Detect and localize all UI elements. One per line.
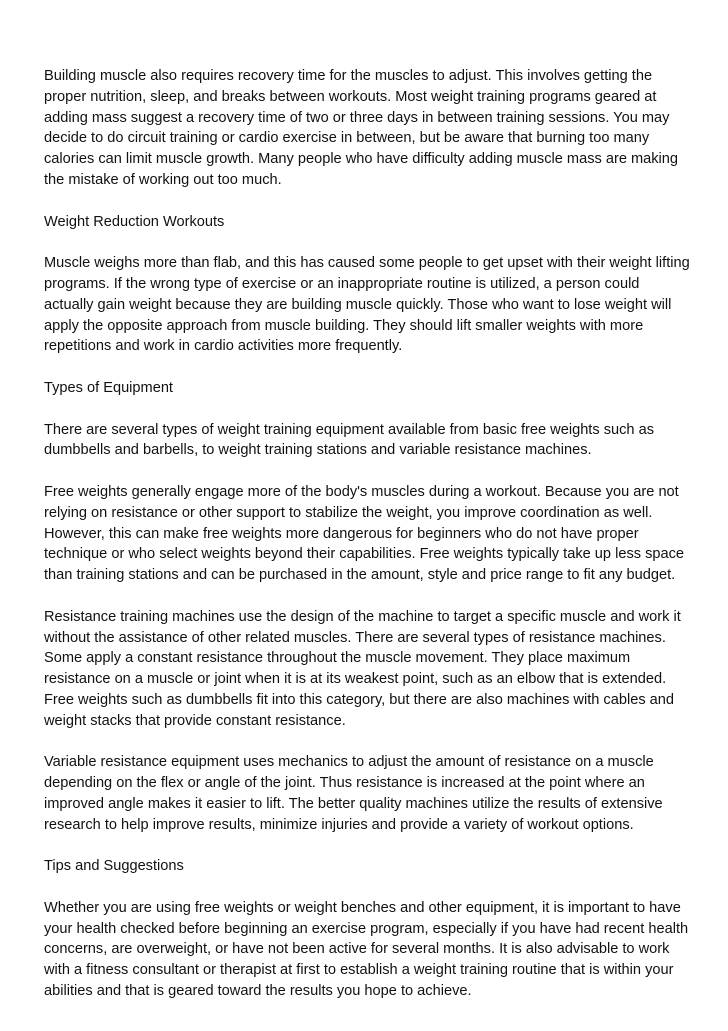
- heading-types-of-equipment: Types of Equipment: [44, 379, 173, 396]
- heading-weight-reduction-workouts: Weight Reduction Workouts: [44, 213, 225, 230]
- paragraph-recovery-time: Building muscle also requires recovery time for the muscles to adjust. This involves getting the proper nutrition, sleep, and breaks between workouts. Most weight training programs geared at adding mass suggest a recovery time of two or three days in between training sessions. You may decide to do circuit training or cardio exercise in between, but be aware that burning too many calories can limit muscle growth. Many people who have difficulty adding muscle mass are making the mistake of working out too much.: [44, 68, 679, 188]
- heading-tips-and-suggestions: Tips and Suggestions: [44, 858, 184, 875]
- paragraph-equipment-overview: There are several types of weight training equipment available from basic free weights such as dumbbells and barbells, to weight training stations and variable resistance machines.: [44, 421, 655, 459]
- paragraph-weight-reduction: Muscle weighs more than flab, and this has caused some people to get upset with their weight lifting programs. If the wrong type of exercise or an inappropriate routine is utilized, a person could actually gain weight because they are building muscle quickly. Those who want to lose weight will apply the opposite approach from muscle building. They should lift smaller weights with more repetitions and work in cardio activities more frequently.: [44, 255, 690, 355]
- paragraph-resistance-machines: Resistance training machines use the design of the machine to target a specific muscle and work it without the assistance of other related muscles. There are several types of resistance machines. Some apply a constant resistance throughout the muscle movement. They place maximum resistance on a muscle or joint when it is at its weakest point, such as an elbow that is extended. Free weights such as dumbbells fit into this category, but there are also machines with cables and weight stacks that provide constant resistance.: [44, 608, 681, 729]
- paragraph-health-check: Whether you are using free weights or weight benches and other equipment, it is important to have your health checked before beginning an exercise program, especially if you have had recent health concerns, are overweight, or have not been active for several months. It is also advisable to work with a fitness consultant or therapist at first to establish a weight training routine that is within your abilities and that is geared toward the results you hope to achieve.: [44, 899, 689, 1000]
- paragraph-free-weights: Free weights generally engage more of the body's muscles during a workout. Because you are not relying on resistance or other support to stabilize the weight, you improve coordination as well. However, this can make free weights more dangerous for beginners who do not have proper technique or who select weights beyond their capabilities. Free weights typically take up less space than training stations and can be purchased in the amount, style and price range to fit any budget.: [44, 483, 685, 584]
- document-page: [44, 66, 692, 1023]
- paragraph-variable-resistance: Variable resistance equipment uses mechanics to adjust the amount of resistance on a muscle depending on the flex or angle of the joint. Thus resistance is increased at the point where an improved angle makes it easier to lift. The better quality machines utilize the results of extensive research to help improve results, minimize injuries and provide a variety of workout options.: [44, 754, 663, 833]
